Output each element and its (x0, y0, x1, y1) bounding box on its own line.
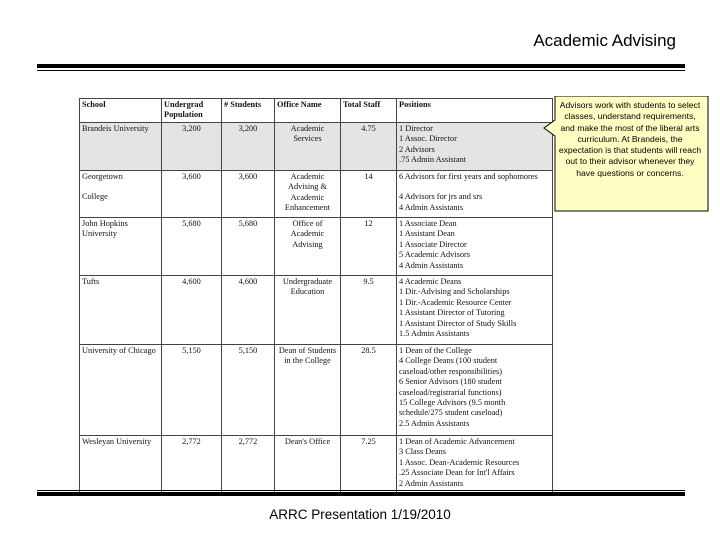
bottom-rule-thin (37, 490, 685, 491)
table-row (80, 218, 553, 276)
position-line: 1 Dean of Academic Advancement (399, 437, 515, 446)
position-line: 6 Senior Advisors (180 student (399, 377, 502, 387)
position-line: 1 Assoc. Dean-Academic Resources (399, 457, 520, 467)
table-row (80, 345, 553, 436)
position-line: 1 Assoc. Director (399, 134, 457, 144)
cell-undergrad: 4,600 (162, 276, 222, 345)
table-row (80, 171, 553, 218)
cell-school (80, 171, 162, 218)
position-line: 3 Class Deans (399, 447, 447, 457)
cell-school: Wesleyan University (80, 436, 162, 493)
position-line: 4 Admin Assistants (399, 260, 464, 270)
cell-positions (397, 276, 553, 345)
position-line: 6 Advisors for first years and sophomores (399, 172, 538, 181)
position-line: .25 Associate Dean for Int'l Affairs (399, 468, 515, 478)
cell-school: University of Chicago (80, 345, 162, 436)
header-school: School (80, 99, 162, 123)
position-line: 2.5 Admin Assistants (399, 418, 470, 428)
cell-undergrad: 3,600 (162, 171, 222, 218)
cell-staff: 14 (341, 171, 397, 218)
slide-title: Academic Advising (533, 31, 676, 50)
table-row (80, 276, 553, 345)
slide-footer: ARRC Presentation 1/19/2010 (269, 507, 451, 522)
cell-undergrad: 2,772 (162, 436, 222, 493)
cell-office: Dean's Office (275, 436, 341, 493)
cell-school: John Hopkins University (80, 218, 162, 276)
cell-office: Undergraduate Education (275, 276, 341, 345)
cell-students: 5,680 (222, 218, 275, 276)
cell-positions (397, 436, 553, 493)
cell-positions (397, 218, 553, 276)
position-line: 1 Dir.-Academic Resource Center (399, 297, 512, 307)
cell-office: Dean of Students in the College (275, 345, 341, 436)
cell-positions (397, 345, 553, 436)
cell-staff: 7.25 (341, 436, 397, 493)
position-line: schedule/275 student caseload) (399, 408, 503, 418)
position-line: 2 Advisors (399, 144, 435, 154)
position-line: caseload/registrarial functions) (399, 387, 502, 397)
school-line: Georgetown (82, 172, 123, 181)
position-line: 5 Academic Advisors (399, 250, 470, 260)
position-line: 2 Admin Assistants (399, 478, 464, 488)
cell-students: 3,600 (222, 171, 275, 218)
position-line: 1 Director (399, 124, 433, 133)
cell-students: 3,200 (222, 123, 275, 171)
cell-students: 4,600 (222, 276, 275, 345)
table-header-row (80, 99, 553, 123)
top-rule-thin (37, 70, 685, 71)
position-line: 1 Assistant Director of Tutoring (399, 308, 505, 318)
cell-office: Academic Services (275, 123, 341, 171)
position-line: 4 Advisors for jrs and srs (399, 192, 483, 202)
cell-staff: 9.5 (341, 276, 397, 345)
header-positions: Positions (397, 99, 553, 123)
position-line: .75 Admin Assistant (399, 155, 467, 165)
position-line: 1 Associate Director (399, 239, 467, 249)
cell-staff: 4.75 (341, 123, 397, 171)
advising-comparison-table (79, 98, 553, 493)
top-rule (37, 64, 685, 68)
header-undergrad: Undergrad Population (162, 99, 222, 123)
cell-office: Office of Academic Advising (275, 218, 341, 276)
position-line: 1 Dir.-Advising and Scholarships (399, 287, 510, 297)
cell-undergrad: 5,680 (162, 218, 222, 276)
cell-school: Brandeis University (80, 123, 162, 171)
cell-staff: 12 (341, 218, 397, 276)
table-row (80, 436, 553, 493)
school-line: College (82, 192, 108, 202)
cell-students: 2,772 (222, 436, 275, 493)
position-line: caseload/other responsibilities) (399, 366, 502, 376)
position-line: 1.5 Admin Assistants (399, 329, 470, 339)
position-line: 4 Admin Assistants (399, 202, 464, 212)
position-line: 1 Assistant Dean (399, 229, 455, 239)
cell-positions (397, 171, 553, 218)
cell-school: Tufts (80, 276, 162, 345)
table-row (80, 123, 553, 171)
cell-office: Academic Advising & Academic Enhancement (275, 171, 341, 218)
header-staff: Total Staff (341, 99, 397, 123)
position-line: 15 College Advisors (9.5 month (399, 398, 506, 408)
cell-students: 5,150 (222, 345, 275, 436)
position-line: 1 Dean of the College (399, 346, 472, 355)
position-line: 4 College Deans (100 student (399, 356, 498, 366)
cell-undergrad: 3,200 (162, 123, 222, 171)
cell-positions (397, 123, 553, 171)
header-students: # Students (222, 99, 275, 123)
callout-text: Advisors work with students to select classes, understand requirements, and make the most of the liberal arts curriculum. At Brandeis, the expectation is that students will reach out to their advisor whenever they have questions or concerns. (558, 100, 702, 178)
position-line (399, 182, 550, 192)
cell-staff: 28.5 (341, 345, 397, 436)
cell-undergrad: 5,150 (162, 345, 222, 436)
position-line: 1 Assistant Director of Study Skills (399, 318, 517, 328)
callout-note (543, 96, 709, 212)
position-line: 4 Academic Deans (399, 277, 462, 286)
position-line: 1 Associate Dean (399, 219, 457, 228)
bottom-rule (37, 492, 685, 496)
header-office: Office Name (275, 99, 341, 123)
